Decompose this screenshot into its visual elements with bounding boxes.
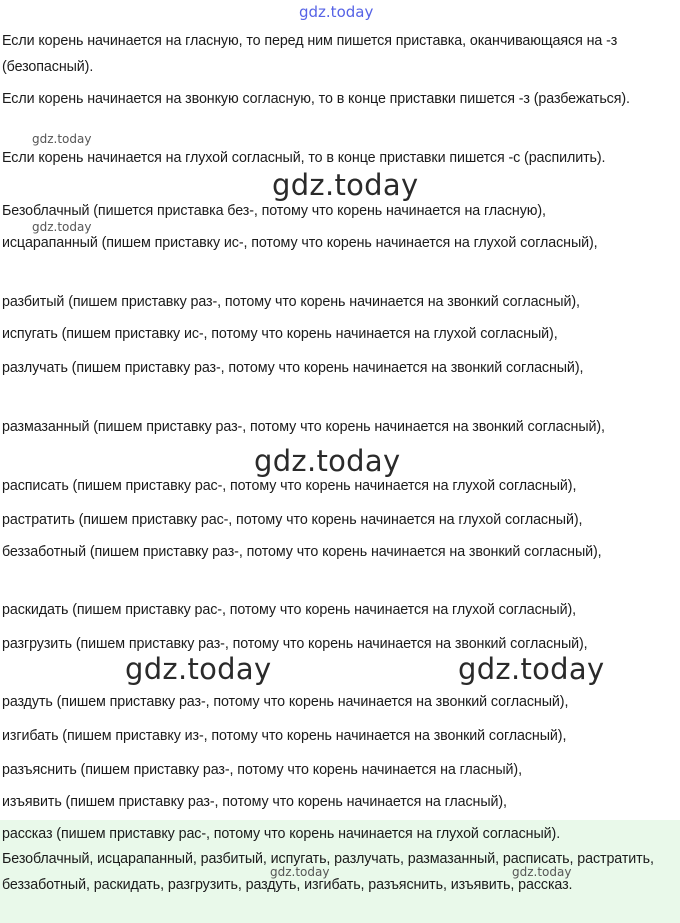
list-item: разгрузить (пишем приставку раз-, потому что корень начинается на звонкий согласный), xyxy=(2,636,588,652)
watermark-small: gdz.today xyxy=(512,865,572,879)
watermark-small: gdz.today xyxy=(32,132,92,146)
list-item: изъявить (пишем приставку раз-, потому что корень начинается на гласный), xyxy=(2,794,507,810)
list-item: растратить (пишем приставку рас-, потому что корень начинается на глухой согласный), xyxy=(2,512,583,528)
list-item: раздуть (пишем приставку раз-, потому что корень начинается на звонкий согласный), xyxy=(2,694,569,710)
list-item: беззаботный (пишем приставку раз-, потому что корень начинается на звонкий согласный), xyxy=(2,544,602,560)
list-item: изгибать (пишем приставку из-, потому что корень начинается на звонкий согласный), xyxy=(2,728,567,744)
list-item: раскидать (пишем приставку рас-, потому что корень начинается на глухой согласный), xyxy=(2,602,577,618)
list-item: разъяснить (пишем приставку раз-, потому что корень начинается на гласный), xyxy=(2,762,522,778)
list-item: испугать (пишем приставку ис-, потому что корень начинается на глухой согласный), xyxy=(2,326,558,342)
rule-paragraph: Если корень начинается на гласную, то перед ним пишется приставка, оканчивающаяся на -з (безопасный). xyxy=(2,33,618,75)
watermark-small: gdz.today xyxy=(32,220,92,234)
list-item: разбитый (пишем приставку раз-, потому что корень начинается на звонкий согласный), xyxy=(2,294,580,310)
list-item: Безоблачный (пишется приставка без-, потому что корень начинается на гласную), xyxy=(2,203,546,219)
rule-paragraph: Если корень начинается на глухой согласный, то в конце приставки пишется -с (распилить). xyxy=(2,150,606,166)
rule-paragraph: Если корень начинается на звонкую согласную, то в конце приставки пишется -з (разбежаться). xyxy=(2,91,630,107)
answer-text: Безоблачный, исцарапанный, разбитый, испугать, разлучать, размазанный, расписать, растратить, беззаботный, раскидать, разгрузить, раздуть, изгибать, разъяснить, изъявить, рассказ. xyxy=(2,851,654,893)
watermark-large: gdz.today xyxy=(458,652,605,686)
watermark-small: gdz.today xyxy=(270,865,330,879)
watermark-large: gdz.today xyxy=(272,168,419,202)
watermark-large: gdz.today xyxy=(125,652,272,686)
list-item: размазанный (пишем приставку раз-, потому что корень начинается на звонкий согласный), xyxy=(2,419,605,435)
watermark-logo: gdz.today xyxy=(299,3,374,21)
list-item: рассказ (пишем приставку рас-, потому что корень начинается на глухой согласный). xyxy=(2,826,561,842)
list-item: расписать (пишем приставку рас-, потому что корень начинается на глухой согласный), xyxy=(2,478,577,494)
list-item: исцарапанный (пишем приставку ис-, потому что корень начинается на глухой согласный), xyxy=(2,235,598,251)
list-item: разлучать (пишем приставку раз-, потому что корень начинается на звонкий согласный), xyxy=(2,360,584,376)
watermark-large: gdz.today xyxy=(254,444,401,478)
